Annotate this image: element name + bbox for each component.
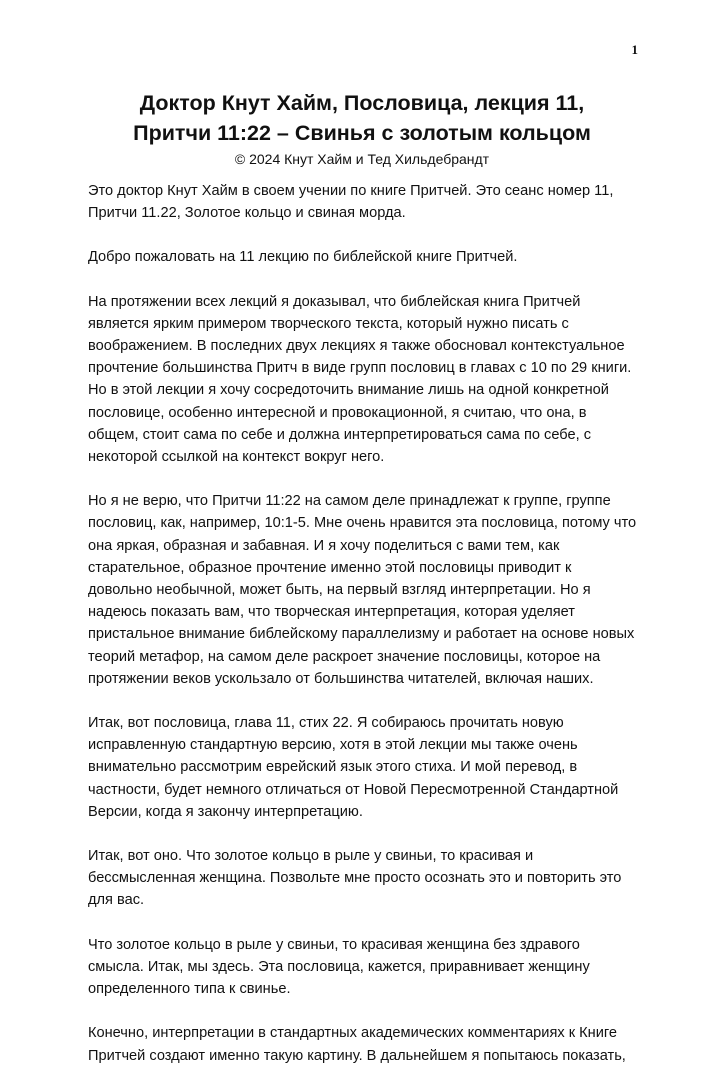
- copyright-notice: © 2024 Кнут Хайм и Тед Хильдебрандт: [234, 151, 490, 167]
- title-block: [70, 88, 654, 168]
- paragraph: Что золотое кольцо в рыле у свиньи, то красивая женщина без здравого смысла. Итак, мы здесь. Эта пословица, кажется, приравнивает женщину определенного типа к свинье.: [88, 936, 590, 998]
- paragraph: Итак, вот оно. Что золотое кольцо в рыле у свиньи, то красивая и бессмысленная женщина. Позвольте мне просто осознать это и повторить это для вас.: [88, 848, 622, 909]
- title-line-2: Притчи 11:22 – Свинья с золотым кольцом: [133, 121, 591, 145]
- paragraph: Итак, вот пословица, глава 11, стих 22. Я собираюсь прочитать новую исправленную стандартную версию, хотя в этой лекции мы также очень внимательно рассмотрим еврейский язык этого стиха. И мой перевод, в частности, будет немного отличаться от Новой Пересмотренной Стандартной Версии, когда я закончу интерпретацию.: [88, 715, 619, 820]
- paragraph: Добро пожаловать на 11 лекцию по библейской книге Притчей.: [88, 249, 518, 266]
- paragraph: Но я не верю, что Притчи 11:22 на самом деле принадлежат к группе, группе пословиц, как, например, 10:1-5. Мне очень нравится эта пословица, потому что она яркая, образная и забавная. И я хочу поделиться с вами тем, как старательное, образное прочтение именно этой пословицы приводит к довольно необычной, может быть, на первый взгляд интерпретации. Но я надеюсь показать вам, что творческая интерпретация, которая уделяет пристальное внимание библейскому параллелизму и работает на основе новых теорий метафор, на самом деле раскроет значение пословицы, которое на протяжении веков ускользало от большинства читателей, включая наших.: [88, 493, 637, 687]
- paragraph: Это доктор Кнут Хайм в своем учении по книге Притчей. Это сеанс номер 11, Притчи 11.22, Золотое кольцо и свиная морда.: [88, 183, 614, 222]
- paragraph: Конечно, интерпретации в стандартных академических комментариях к Книге Притчей создают именно такую картину. В дальнейшем я попытаюсь показать,: [88, 1025, 626, 1064]
- paragraph: На протяжении всех лекций я доказывал, что библейская книга Притчей является ярким примером творческого текста, который нужно писать с воображением. В последних двух лекциях я также обосновал контекстуальное прочтение большинства Притч в виде групп пословиц в главах с 10 по 29 книги. Но в этой лекции я хочу сосредоточить внимание лишь на одной конкретной пословице, особенно интересной и провокационной, я считаю, что она, в общем, стоит сама по себе и должна интерпретироваться сама по себе, с некоторой ссылкой на контекст вокруг него.: [88, 293, 632, 466]
- title-line-1: Доктор Кнут Хайм, Пословица, лекция 11,: [139, 91, 585, 115]
- body-text: [88, 180, 638, 1089]
- page-number: 1: [631, 42, 638, 57]
